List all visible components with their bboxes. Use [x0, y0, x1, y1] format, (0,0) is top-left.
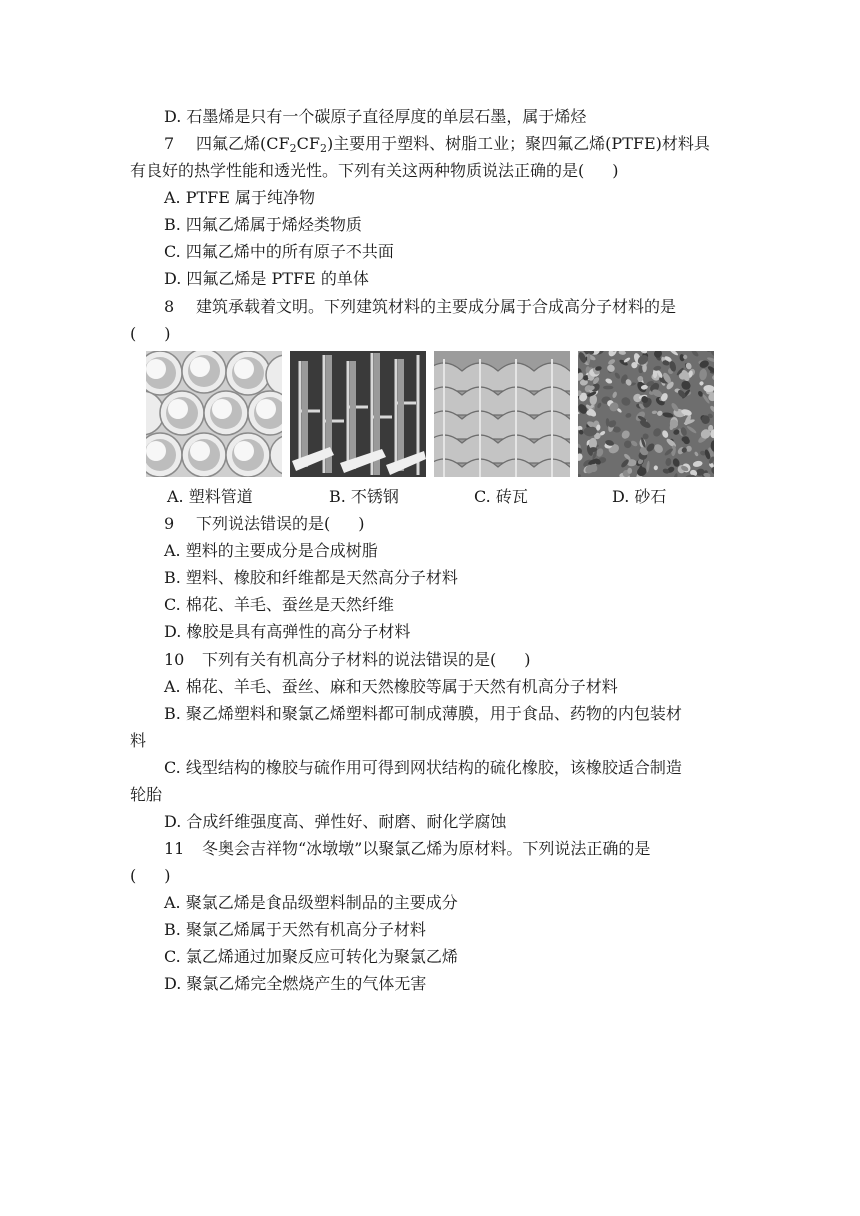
q7-option-b: B. 四氟乙烯属于烯烃类物质	[164, 215, 362, 234]
q8-stem-line2: ( )	[130, 324, 171, 343]
q8-caption-c: C. 砖瓦	[474, 487, 528, 506]
q11-number: 11	[164, 839, 185, 858]
q10-stem: 10 下列有关有机高分子材料的说法错误的是( )	[164, 648, 531, 672]
q10-option-a: A. 棉花、羊毛、蚕丝、麻和天然橡胶等属于天然有机高分子材料	[164, 677, 618, 696]
q6-option-d: D. 石墨烯是只有一个碳原子直径厚度的单层石墨，属于烯烃	[164, 107, 587, 126]
q10-option-d: D. 合成纤维强度高、弹性好、耐磨、耐化学腐蚀	[164, 812, 507, 831]
q9-option-b: B. 塑料、橡胶和纤维都是天然高分子材料	[164, 568, 458, 587]
q10-number: 10	[164, 650, 185, 669]
gravel-image	[578, 351, 714, 477]
q7-option-a: A. PTFE 属于纯净物	[164, 188, 316, 207]
q7-stem-line1: 7 四氟乙烯$(CF_2CF_2)$主要用于塑料、树脂工业；聚四氟乙烯(PTFE)材料具	[164, 134, 710, 155]
q11-stem-line2: ( )	[130, 866, 171, 885]
q7-number: 7	[164, 134, 175, 153]
q9-option-c: C. 棉花、羊毛、蚕丝是天然纤维	[164, 595, 394, 614]
q8-caption-b: B. 不锈钢	[329, 487, 399, 506]
q8-caption-d: D. 砂石	[612, 487, 667, 506]
q10-option-c-line2: 轮胎	[130, 785, 163, 804]
q7-option-c: C. 四氟乙烯中的所有原子不共面	[164, 242, 394, 261]
q10-option-b-line1: B. 聚乙烯塑料和聚氯乙烯塑料都可制成薄膜，用于食品、药物的内包装材	[164, 704, 682, 723]
q7-option-d: D. 四氟乙烯是 PTFE 的单体	[164, 269, 369, 288]
q9-number: 9	[164, 514, 175, 533]
q7-stem-line2: 有良好的热学性能和透光性。下列有关这两种物质说法正确的是( )	[130, 161, 619, 180]
q11-option-d: D. 聚氯乙烯完全燃烧产生的气体无害	[164, 974, 427, 993]
q11-option-a: A. 聚氯乙烯是食品级塑料制品的主要成分	[164, 893, 458, 912]
stainless-steel-image	[290, 351, 426, 477]
plastic-pipes-image	[146, 351, 282, 477]
q10-option-b-line2: 料	[130, 731, 147, 750]
q9-option-a: A. 塑料的主要成分是合成树脂	[164, 541, 378, 560]
roof-tiles-image	[434, 351, 570, 477]
q10-option-c-line1: C. 线型结构的橡胶与硫作用可得到网状结构的硫化橡胶，该橡胶适合制造	[164, 758, 682, 777]
q9-option-d: D. 橡胶是具有高弹性的高分子材料	[164, 622, 411, 641]
q8-caption-a: A. 塑料管道	[167, 487, 253, 506]
q11-option-b: B. 聚氯乙烯属于天然有机高分子材料	[164, 920, 426, 939]
q11-stem-line1: 11 冬奥会吉祥物“冰墩墩”以聚氯乙烯为原材料。下列说法正确的是	[164, 837, 650, 861]
q11-option-c: C. 氯乙烯通过加聚反应可转化为聚氯乙烯	[164, 947, 458, 966]
q8-stem-line1: 8 建筑承载着文明。下列建筑材料的主要成分属于合成高分子材料的是	[164, 295, 676, 319]
q9-stem: 9 下列说法错误的是( )	[164, 512, 365, 536]
q8-number: 8	[164, 297, 175, 316]
